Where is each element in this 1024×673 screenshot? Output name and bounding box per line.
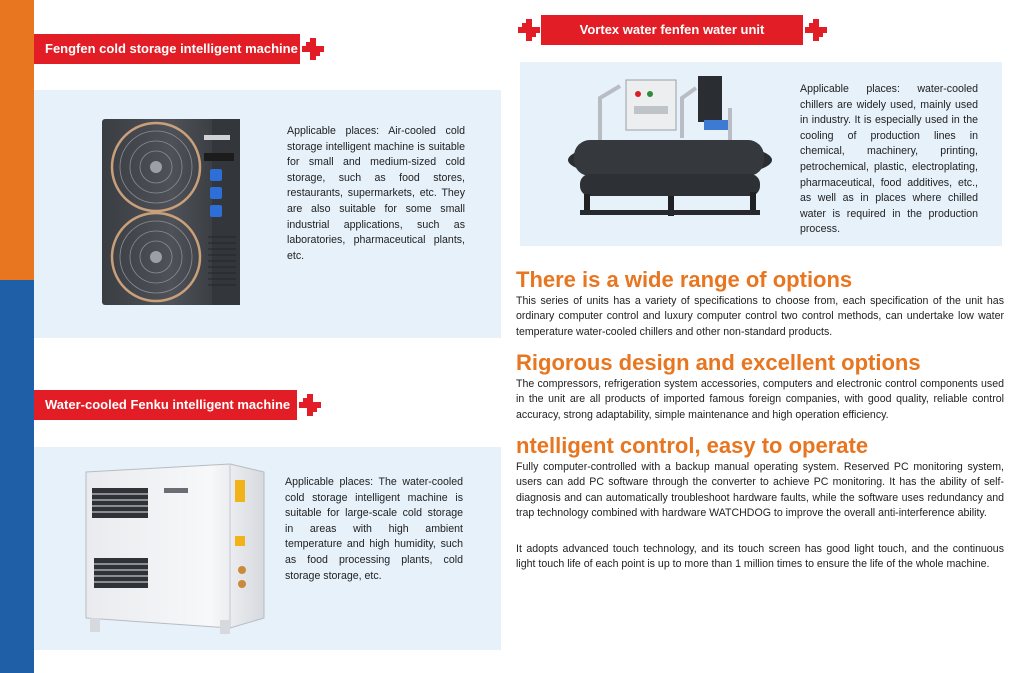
water-cooled-unit-photo (80, 458, 270, 640)
vortex-tag-label: Vortex water fenfen water unit (579, 22, 765, 37)
water-cooled-description: Applicable places: The water-cooled cold storage intelligent machine is suitable for large-scale cold storage in areas with high ambient temperature and high humidity, such as food processing plants, cold storage storage, etc. (285, 476, 463, 582)
fengfen-tag (34, 34, 300, 64)
water-cooled-tag-label: Water-cooled Fenku intelligent machine (45, 397, 291, 412)
section-heading-design: Rigorous design and excellent options (516, 350, 921, 375)
tag-decoration (299, 394, 321, 416)
vortex-tag (541, 15, 803, 45)
tag-decoration (518, 19, 540, 41)
tag-decoration (302, 38, 324, 60)
vortex-description: Applicable places: water-cooled chillers are widely used, mainly used in industry. It is especially used in the cooling of production lines in chemical, machinery, printing, petrochemical, plastic, electroplating, pharmaceutical, food additives, etc., as well as in places where chilled water is required in the production process. (800, 83, 978, 236)
fengfen-description: Applicable places: Air-cooled cold storage intelligent machine is suitable for small and medium-sized cold storage, such as food stores, restaurants, supermarkets, etc. They are also suitable for some small industrial applications, such as laboratories, pharmaceutical plants, etc. (287, 125, 465, 262)
section-heading-control: ntelligent control, easy to operate (516, 433, 869, 458)
section-body-control-touch: It adopts advanced touch technology, and its touch screen has good light touch, and the continuous light touch life of each point is up to more than 1 million times to ensure the life of the whole machine. (516, 543, 1004, 571)
vortex-unit-photo (560, 68, 782, 226)
fengfen-unit-photo (100, 117, 242, 309)
left-stripe-blue (0, 280, 34, 673)
section-heading-options: There is a wide range of options (516, 267, 853, 292)
left-stripe-orange (0, 0, 34, 280)
section-body-control: Fully computer-controlled with a backup manual operating system. Reserved PC monitoring system, users can add PC software through the converter to achieve PC monitoring. It has the ability of self-diagnosis and can automatically troubleshoot hardware faults, while the software uses redundancy and trap technology combined with hardware WATCHDOG to improve the overall anti-interference ability. (516, 461, 1004, 520)
fengfen-tag-label: Fengfen cold storage intelligent machine (45, 41, 298, 56)
tag-decoration (805, 19, 827, 41)
section-body-design: The compressors, refrigeration system accessories, computers and electronic control components used in the unit are all products of imported famous foreign companies, with good quality, reliable control accuracy, strong adaptability, simple maintenance and high operation efficiency. (516, 378, 1004, 421)
water-cooled-tag (34, 390, 297, 420)
section-body-options: This series of units has a variety of specifications to choose from, each specification of the unit has ordinary computer control and luxury computer control two control methods, can undertake low water temperature water-cooled chillers and other non-standard products. (516, 295, 1004, 338)
